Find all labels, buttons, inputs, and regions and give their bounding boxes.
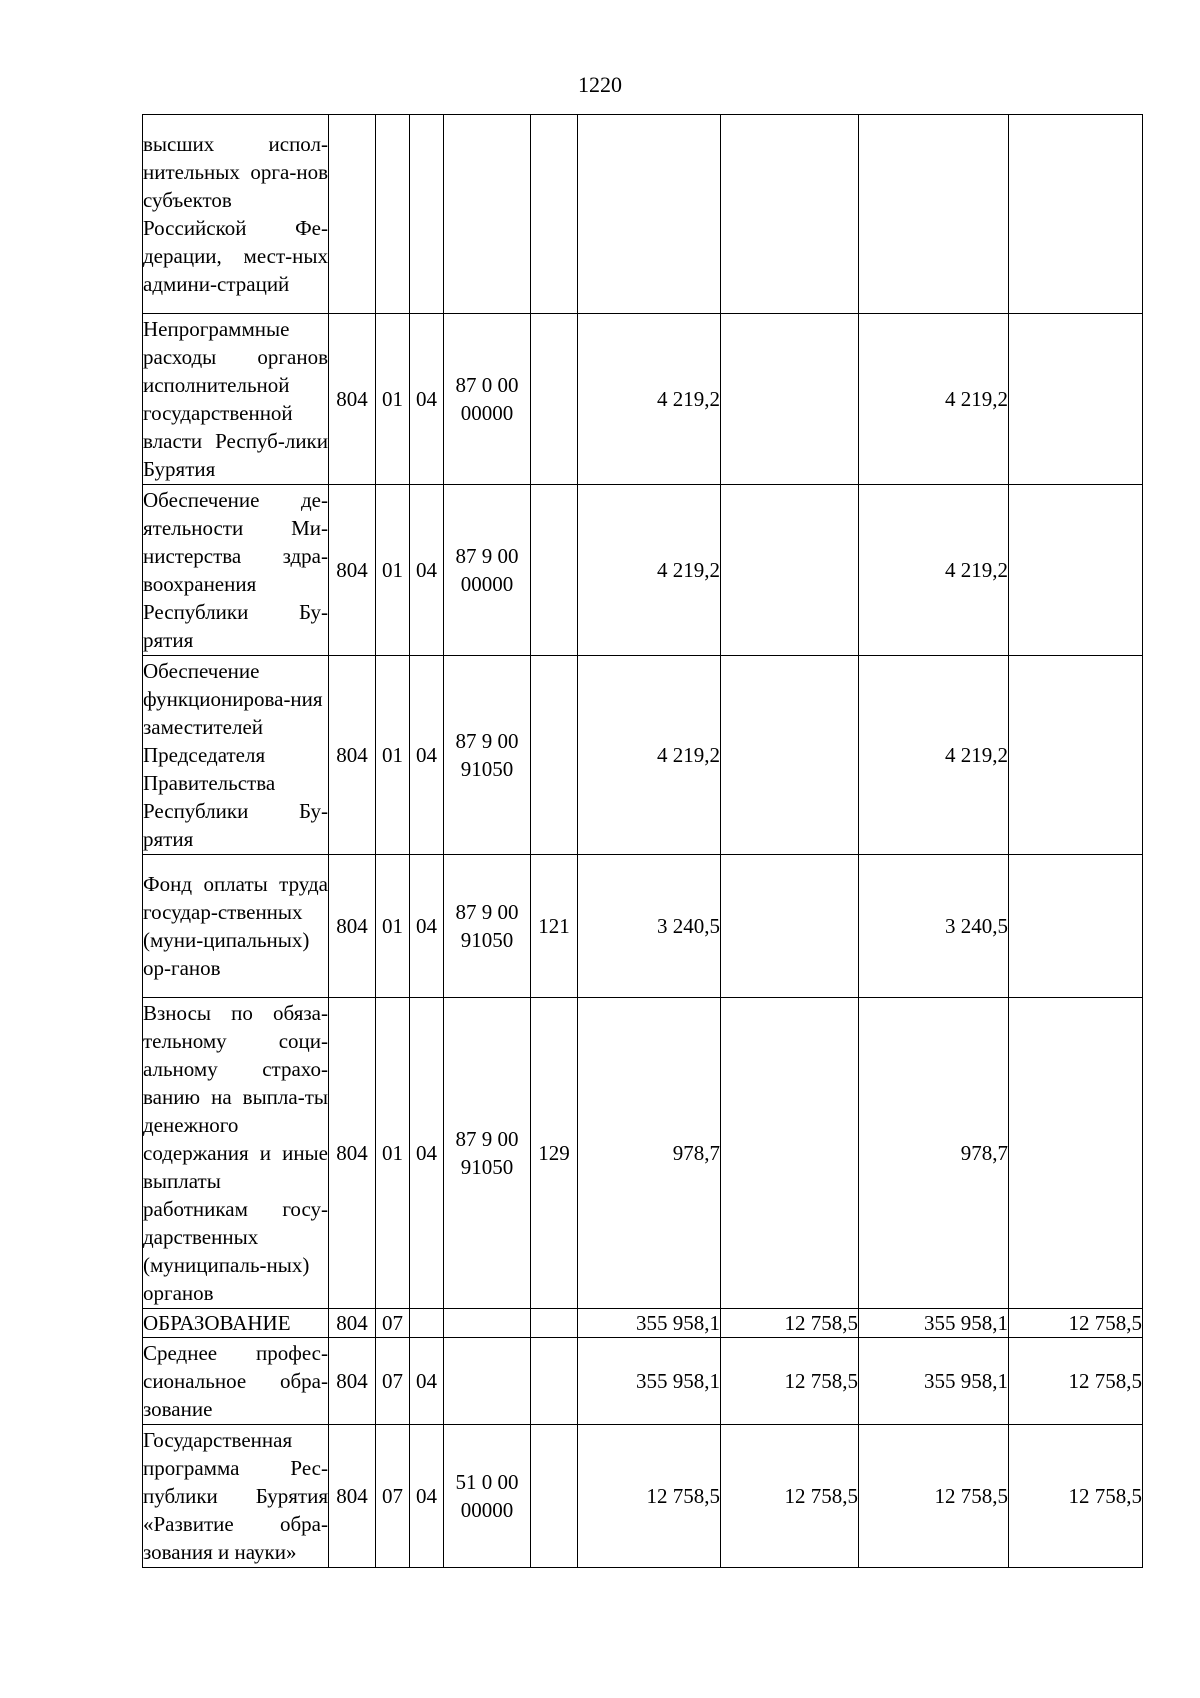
amount-total-1: 3 240,5 xyxy=(578,855,721,998)
amount-sub-1 xyxy=(721,656,859,855)
amount-sub-1: 12 758,5 xyxy=(721,1425,859,1568)
amount-sub-1: 12 758,5 xyxy=(721,1338,859,1425)
amount-sub-2 xyxy=(1009,656,1143,855)
subsection-code: 04 xyxy=(410,1425,444,1568)
amount-total-1: 355 958,1 xyxy=(578,1338,721,1425)
amount-total-1: 4 219,2 xyxy=(578,485,721,656)
amount-total-2: 4 219,2 xyxy=(859,656,1009,855)
amount-sub-1: 12 758,5 xyxy=(721,1309,859,1338)
table-row xyxy=(143,1309,1143,1338)
target-article-code xyxy=(444,1309,531,1338)
target-article-code: 87 9 00 00000 xyxy=(444,485,531,656)
expense-type-code: 121 xyxy=(531,855,578,998)
table-row xyxy=(143,855,1143,998)
grbs-code: 804 xyxy=(329,485,376,656)
table-row xyxy=(143,998,1143,1309)
amount-sub-1 xyxy=(721,314,859,485)
grbs-code: 804 xyxy=(329,1309,376,1338)
target-article-code xyxy=(444,115,531,314)
section-code xyxy=(376,115,410,314)
amount-total-2: 4 219,2 xyxy=(859,314,1009,485)
amount-total-1: 978,7 xyxy=(578,998,721,1309)
grbs-code xyxy=(329,115,376,314)
amount-total-1: 12 758,5 xyxy=(578,1425,721,1568)
amount-sub-1 xyxy=(721,998,859,1309)
amount-total-2: 12 758,5 xyxy=(859,1425,1009,1568)
grbs-code: 804 xyxy=(329,1425,376,1568)
amount-sub-2 xyxy=(1009,314,1143,485)
row-name: Обеспечение де-ятельности Ми-нистерства здра-воохранения Республики Бу-рятия xyxy=(143,485,329,656)
expense-type-code xyxy=(531,1425,578,1568)
target-article-code: 51 0 00 00000 xyxy=(444,1425,531,1568)
grbs-code: 804 xyxy=(329,855,376,998)
table-row xyxy=(143,1338,1143,1425)
target-article-code: 87 9 00 91050 xyxy=(444,656,531,855)
target-article-code: 87 9 00 91050 xyxy=(444,998,531,1309)
grbs-code: 804 xyxy=(329,314,376,485)
section-code: 07 xyxy=(376,1338,410,1425)
amount-sub-2 xyxy=(1009,115,1143,314)
amount-total-2: 3 240,5 xyxy=(859,855,1009,998)
section-code: 01 xyxy=(376,485,410,656)
grbs-code: 804 xyxy=(329,656,376,855)
section-code: 07 xyxy=(376,1425,410,1568)
amount-total-1 xyxy=(578,115,721,314)
amount-total-2: 978,7 xyxy=(859,998,1009,1309)
amount-total-2: 4 219,2 xyxy=(859,485,1009,656)
section-code: 07 xyxy=(376,1309,410,1338)
table-row xyxy=(143,115,1143,314)
amount-total-2: 355 958,1 xyxy=(859,1338,1009,1425)
expense-type-code xyxy=(531,1309,578,1338)
amount-total-1: 355 958,1 xyxy=(578,1309,721,1338)
amount-sub-2 xyxy=(1009,998,1143,1309)
amount-sub-2: 12 758,5 xyxy=(1009,1309,1143,1338)
target-article-code: 87 9 00 91050 xyxy=(444,855,531,998)
grbs-code: 804 xyxy=(329,1338,376,1425)
table-row xyxy=(143,1425,1143,1568)
row-name: Обеспечение функционирова-ния заместителей Председателя Правительства Республики Бу-рятия xyxy=(143,656,329,855)
row-name: ОБРАЗОВАНИЕ xyxy=(143,1309,329,1338)
section-code: 01 xyxy=(376,855,410,998)
amount-total-2: 355 958,1 xyxy=(859,1309,1009,1338)
amount-sub-1 xyxy=(721,855,859,998)
subsection-code xyxy=(410,115,444,314)
expense-type-code: 129 xyxy=(531,998,578,1309)
amount-total-1: 4 219,2 xyxy=(578,314,721,485)
table-row xyxy=(143,314,1143,485)
table-row xyxy=(143,485,1143,656)
row-name: Взносы по обяза-тельному соци-альному страхо-ванию на выпла-ты денежного содержания и иные выплаты работникам госу-дарственных (муниципаль-ных) органов xyxy=(143,998,329,1309)
grbs-code: 804 xyxy=(329,998,376,1309)
row-name: Непрограммные расходы органов исполнительной государственной власти Респуб-лики Бурятия xyxy=(143,314,329,485)
section-code: 01 xyxy=(376,314,410,485)
row-name: Государственная программа Рес-публики Бурятия «Развитие обра-зования и науки» xyxy=(143,1425,329,1568)
subsection-code: 04 xyxy=(410,314,444,485)
section-code: 01 xyxy=(376,998,410,1309)
amount-sub-1 xyxy=(721,115,859,314)
expense-type-code xyxy=(531,314,578,485)
subsection-code: 04 xyxy=(410,1338,444,1425)
row-name: Среднее профес-сиональное обра-зование xyxy=(143,1338,329,1425)
subsection-code: 04 xyxy=(410,855,444,998)
expense-type-code xyxy=(531,115,578,314)
target-article-code: 87 0 00 00000 xyxy=(444,314,531,485)
section-code: 01 xyxy=(376,656,410,855)
amount-sub-2 xyxy=(1009,855,1143,998)
expense-type-code xyxy=(531,1338,578,1425)
subsection-code: 04 xyxy=(410,485,444,656)
amount-sub-2: 12 758,5 xyxy=(1009,1425,1143,1568)
row-name: высших испол-нительных орга-нов субъектов Российской Фе-дерации, мест-ных админи-страций xyxy=(143,115,329,314)
subsection-code: 04 xyxy=(410,656,444,855)
amount-total-1: 4 219,2 xyxy=(578,656,721,855)
budget-table xyxy=(142,114,1143,1568)
page-number: 1220 xyxy=(578,72,622,97)
table-row xyxy=(143,656,1143,855)
amount-sub-2 xyxy=(1009,485,1143,656)
amount-sub-1 xyxy=(721,485,859,656)
expense-type-code xyxy=(531,656,578,855)
subsection-code xyxy=(410,1309,444,1338)
expense-type-code xyxy=(531,485,578,656)
amount-total-2 xyxy=(859,115,1009,314)
row-name: Фонд оплаты труда государ-ственных (муни-ципальных) ор-ганов xyxy=(143,855,329,998)
subsection-code: 04 xyxy=(410,998,444,1309)
amount-sub-2: 12 758,5 xyxy=(1009,1338,1143,1425)
target-article-code xyxy=(444,1338,531,1425)
